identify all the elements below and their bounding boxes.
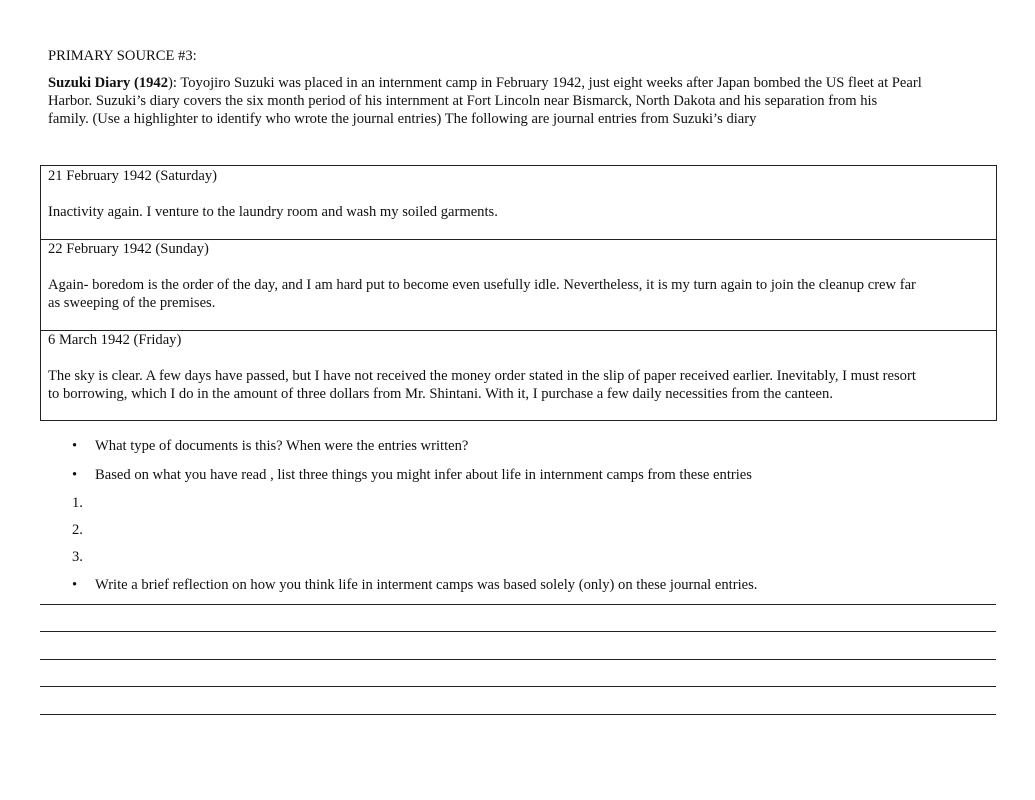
bullet-icon: • (72, 438, 78, 454)
diary-entry (41, 330, 996, 421)
bullet-icon: • (72, 467, 78, 483)
entry-text: as sweeping of the premises. (48, 295, 216, 311)
intro-line-1: Suzuki Diary (1942): Toyojiro Suzuki was placed in an internment camp in February 1942, just eight weeks after Japan bombed the US fleet at Pearl (48, 75, 922, 91)
diary-entry (41, 166, 996, 239)
entry-text: to borrowing, which I do in the amount of three dollars from Mr. Shintani. With it, I purchase a few daily necessities from the canteen. (48, 386, 833, 402)
intro-line-3: family. (Use a highlighter to identify who wrote the journal entries) The following are journal entries from Suzuki’s diary (48, 111, 757, 127)
entry-text: The sky is clear. A few days have passed, but I have not received the money order stated in the slip of paper received earlier. Inevitably, I must resort (48, 368, 916, 384)
answer-number-1: 1. (72, 495, 83, 511)
diary-entry (41, 239, 996, 331)
answer-line (40, 714, 996, 715)
entry-text: Again- boredom is the order of the day, and I am hard put to become even usefully idle. Nevertheless, it is my turn again to join the cleanup crew far (48, 277, 916, 293)
answer-line (40, 686, 996, 687)
diary-entries-table (40, 165, 997, 421)
question-2 (72, 467, 752, 484)
answer-number-2: 2. (72, 522, 83, 538)
source-title: Suzuki Diary (1942 (48, 75, 169, 91)
entry-date: 22 February 1942 (Sunday) (48, 241, 209, 257)
question-text: What type of documents is this? When were the entries written? (95, 438, 469, 454)
question-text: Based on what you have read , list three things you might infer about life in internment camps from these entries (95, 467, 752, 483)
question-text: Write a brief reflection on how you think life in interment camps was based solely (only) on these journal entries. (95, 577, 758, 593)
answer-number-3: 3. (72, 549, 83, 565)
answer-line (40, 659, 996, 660)
intro-line-2: Harbor. Suzuki’s diary covers the six month period of his internment at Fort Lincoln near Bismarck, North Dakota and his separation from his (48, 93, 878, 109)
answer-line (40, 631, 996, 632)
entry-date: 21 February 1942 (Saturday) (48, 168, 218, 184)
question-3 (72, 577, 757, 594)
bullet-icon: • (72, 577, 78, 593)
question-1 (72, 438, 468, 455)
section-heading: PRIMARY SOURCE #3: (48, 48, 197, 64)
answer-line (40, 604, 996, 605)
entry-date: 6 March 1942 (Friday) (48, 332, 182, 348)
entry-text: Inactivity again. I venture to the laundry room and wash my soiled garments. (48, 204, 498, 220)
